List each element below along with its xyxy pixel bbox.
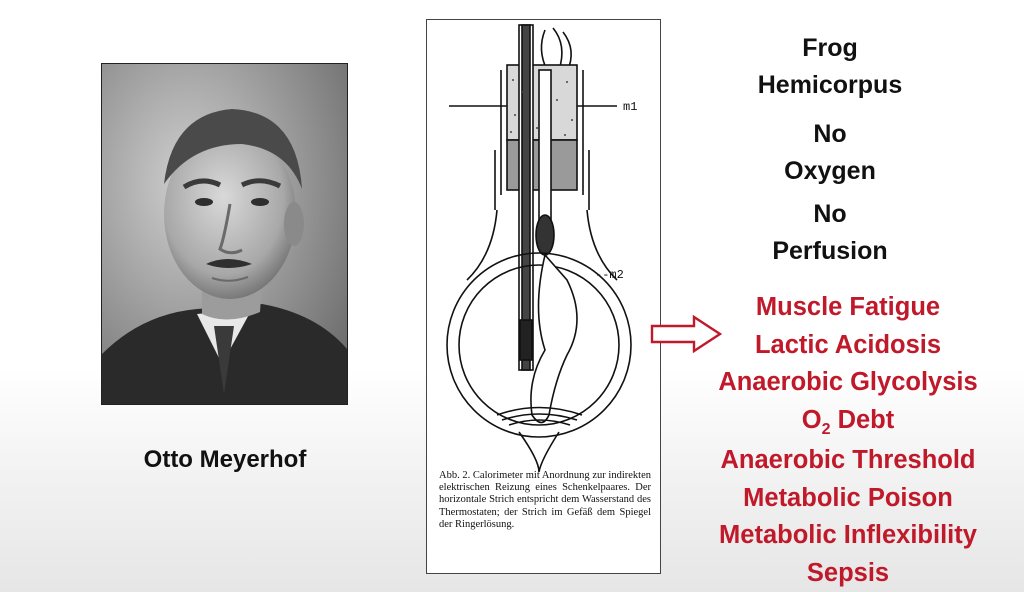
outcome-muscle-fatigue: Muscle Fatigue bbox=[755, 293, 941, 321]
outcome-anaerobic-threshold: Anaerobic Threshold bbox=[720, 446, 976, 474]
conditions-block bbox=[712, 30, 948, 104]
outcome-metabolic-inflexibility: Metabolic Inflexibility bbox=[719, 521, 977, 549]
portrait-illustration bbox=[102, 64, 347, 404]
figure-label-m1: m1 bbox=[623, 100, 638, 114]
figure-label-m2: --m2 bbox=[595, 268, 624, 282]
portrait-photo bbox=[101, 63, 348, 405]
outcome-o2-debt bbox=[672, 402, 1024, 443]
o2-suffix: Debt bbox=[830, 405, 895, 434]
o2-prefix: O bbox=[801, 405, 822, 434]
condition-no: No bbox=[813, 120, 847, 148]
outcome-anaerobic-glycolysis: Anaerobic Glycolysis bbox=[718, 368, 978, 396]
outcome-sepsis: Sepsis bbox=[806, 558, 890, 587]
outcome-lactic-acidosis: Lactic Acidosis bbox=[754, 330, 942, 359]
figure-caption: Abb. 2. Calorimeter mit Anordnung zur indirekten elektrischen Reizung eines Schenkelpaares. Der horizontale Strich entspricht dem Wasserstand des Thermostaten; der Strich im Gefäß dem Spiegel der Ringerlösung. bbox=[439, 470, 651, 530]
calorimeter-figure bbox=[426, 19, 661, 574]
o2-subscript: 2 bbox=[821, 420, 831, 438]
outcome-metabolic-poison: Metabolic Poison bbox=[743, 483, 953, 512]
condition-frog: Frog bbox=[802, 34, 858, 62]
condition-oxygen: Oxygen bbox=[784, 157, 876, 185]
condition-no-oxygen bbox=[712, 116, 948, 190]
condition-no-2: No bbox=[813, 200, 847, 228]
outcomes-list bbox=[672, 289, 1024, 592]
portrait-caption: Otto Meyerhof bbox=[143, 446, 307, 473]
condition-perfusion: Perfusion bbox=[772, 237, 888, 265]
condition-hemicorpus: Hemicorpus bbox=[757, 71, 903, 99]
condition-no-perfusion bbox=[712, 196, 948, 270]
